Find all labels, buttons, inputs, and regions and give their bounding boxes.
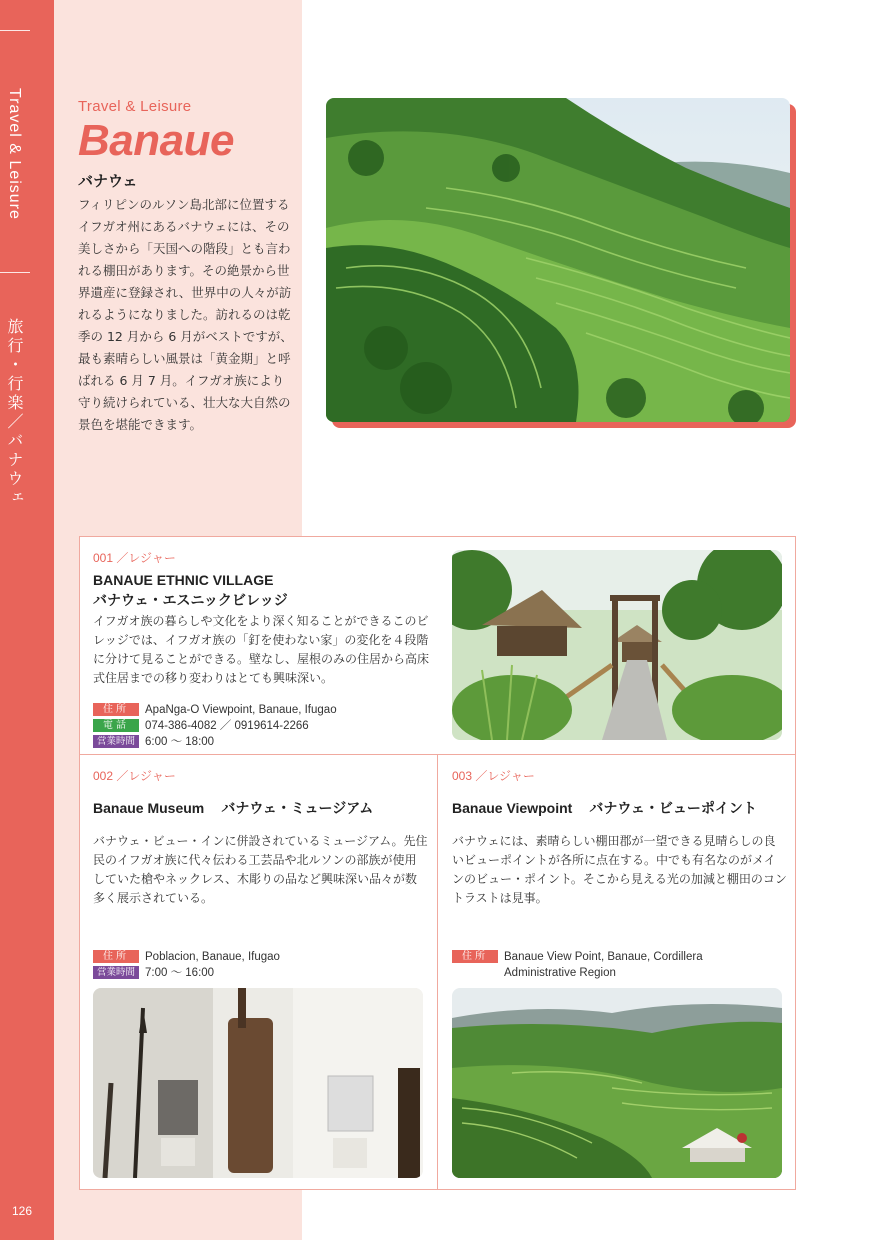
hours-value: 6:00 〜 18:00 [145,736,215,748]
hours-value: 7:00 〜 16:00 [145,967,215,979]
spot-name-en: BANAUE ETHNIC VILLAGE [93,572,274,588]
spot-number: 001 ／レジャー [93,551,176,565]
main-photo-frame [326,98,796,428]
spot-name [93,798,428,818]
page-title-jp: バナウェ [78,172,138,190]
spot-number: 003 ／レジャー [452,769,535,783]
sidebar-rule-middle [0,272,30,273]
address-row [93,702,438,718]
spot-003 [452,767,787,908]
address-line-2: Administrative Region [504,967,616,979]
hours-row [93,734,438,750]
viewpoint-illustration [452,988,782,1178]
viewpoint-photo [452,988,782,1178]
sidebar [0,0,54,1240]
address-value [504,949,703,981]
sidebar-category-jp: 旅行・行楽／バナウェ [5,318,24,508]
museum-illustration [93,988,423,1178]
rice-terraces-illustration [326,98,790,422]
tel-value: 074-386-4082 ／ 0919614-2266 [145,720,309,732]
spot-003-details [452,949,787,981]
sidebar-category-en: Travel & Leisure [6,88,23,220]
address-line-1: Banaue View Point, Banaue, Cordillera [504,951,703,963]
spot-description: バナウェ・ビュー・インに併設されているミュージアム。先住民のイフガオ族に代々伝わる工芸品や北ルソンの部族が使用していた槍やネックレス、木彫りの品など興味深い品々が数多く展示されている。 [93,834,428,905]
hours-row [93,965,428,981]
rice-terraces-photo [326,98,790,422]
section-kicker: Travel & Leisure [78,98,192,115]
address-badge: 住所 [452,950,498,963]
address-value: Poblacion, Banaue, Ifugao [145,951,280,963]
spot-name-en: Banaue Viewpoint [452,800,573,816]
address-badge: 住所 [93,703,139,716]
spot-002-details [93,949,428,981]
spot-name-jp: バナウェ・ビューポイント [589,801,757,817]
spot-description: バナウェには、素晴らしい棚田郡が一望できる見晴らしの良いビューポイントが各所に点在する。中でも有名なのがメインのビュー・ポイント。そこから見える光の加減と棚田のコントラストは見事。 [452,834,787,905]
ethnic-village-photo [452,550,782,740]
sidebar-rule-top [0,30,30,31]
intro-text: フィリピンのルソン島北部に位置するイフガオ州にあるバナウェには、その美しさから「天国への階段」とも言われる棚田があります。その絶景から世界遺産に登録され、世界中の人々が訪れるようになりました。訪れるのは乾季の 12 月から 6 月がベストですが、最も素晴らしい風景は「黄金期」と呼ばれる 6 月 7 月。イフガオ族により守り続けられている、壮大な大自然の景色を堪能できます。 [78,197,293,432]
spot-002 [93,767,428,908]
spot-name-jp: バナウェ・ミュージアム [221,801,374,817]
spot-001 [93,549,438,750]
address-row [452,949,787,981]
hours-badge: 営業時間 [93,966,139,979]
museum-photo [93,988,423,1178]
address-badge: 住所 [93,950,139,963]
ethnic-village-illustration [452,550,782,740]
divider-vertical [437,754,438,1190]
spot-number: 002 ／レジャー [93,769,176,783]
page-title: Banaue [78,116,234,165]
spots-box [79,536,796,1190]
spot-name [452,798,787,818]
spot-description: イフガオ族の暮らしや文化をより深く知ることができるこのビレッジでは、イフガオ族の「釘を使わない家」の変化を４段階に分けて見ることができる。壁なし、屋根のみの住居から高床式住居までの移り変わりはとても興味深い。 [93,614,430,685]
spot-name-en: Banaue Museum [93,800,205,816]
hours-badge: 営業時間 [93,735,139,748]
tel-badge: 電話 [93,719,139,732]
spot-details [93,702,438,750]
spot-name-jp: バナウェ・エスニックビレッジ [93,593,288,609]
page-number: 126 [12,1204,33,1218]
tel-row [93,718,438,734]
address-row [93,949,428,965]
address-value: ApaNga-O Viewpoint, Banaue, Ifugao [145,704,337,716]
